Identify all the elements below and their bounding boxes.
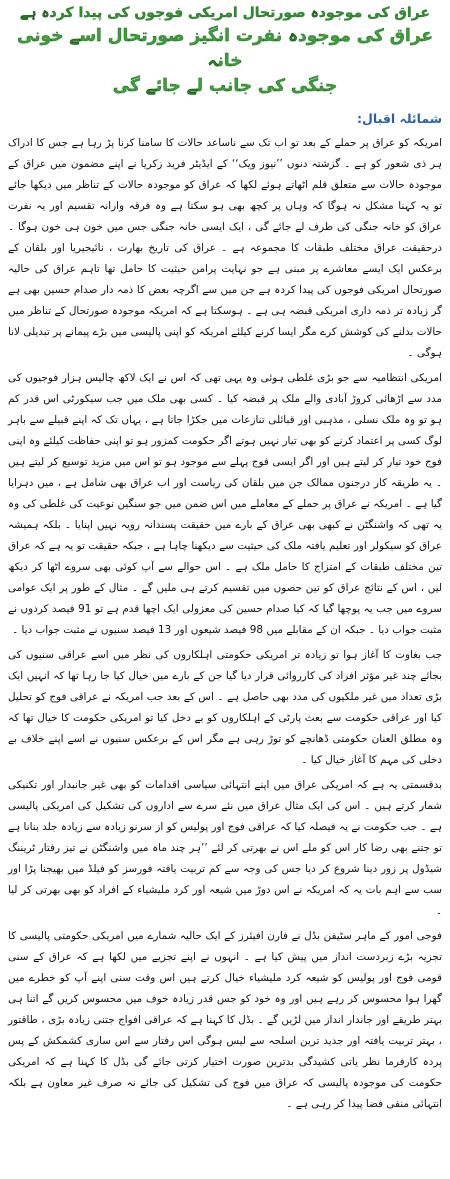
- article-paragraph-2: امریکی انتظامیہ سے جو بڑی غلطی ہوئی وہ یہی تھی کہ اس نے ایک لاکھ چالیس ہزار فوجیوں کی مدد سے اڑھائی کروڑ آبادی والے ملک پر قبضہ کیا ۔ کسی بھی ملک میں جب سیکورٹی اس قدر کم ہو تو وہ ملک نسلی ، مذہبی اور قبائلی تنازعات میں جکڑا جاتا ہے ، یہاں تک کہ اپنے قبیلے سے باہر لوگ کسی پر اعتماد کرنے کو بھی تیار نہیں ہوتے اگر حکومت کمزور ہو تو اپنی حفاظت کیلئے وہ اپنی فوج خود تیار کر لیتے ہیں اور اگر ایسی فوج پہلے سے موجود ہو تو اس میں مزید توسیع کر لیتے ہیں ۔ یہ طریقہ کار درجنوں ممالک جن میں بلقان کی ریاست اور اب عراق بھی شامل ہے ، میں دہرایا گیا ہے ۔ امریکہ نے عراق پر حملے کے معاملے میں اس ضمن میں جو سنگین نوعیت کی غلطی کی وہ یہ تھی کہ واشنگٹن نے کبھی بھی عراق کے بارے میں حقیقت پسندانہ رویہ نہیں اپنایا ۔ بلکہ ہمیشہ عراق کو سیکولر اور تعلیم یافتہ ملک کی حیثیت سے دیکھنا چاہا ہے ، جبکہ حقیقت تو یہ ہے کہ عراق تین مختلف طبقات کے امتزاج کا حامل ملک ہے ۔ اس حوالے سے آپ کوئی بھی سروے اٹھا کر دیکھ لیں ، اس کے نتائج عراق کو تین حصوں میں تقسیم کرتے ہی ملیں گے ۔ مثال کے طور پر ایک عوامی سروے میں جب یہ پوچھا گیا کہ کیا صدام حسین کی معزولی ایک اچھا قدم ہے تو 91 فیصد کردوں نے مثبت جواب دیا ۔ جبکہ ان کے مقابلے میں 98 فیصد شیعوں اور 13 فیصد سنیوں نے مثبت جواب دیا ۔: [8, 372, 442, 636]
- headline-line-1: عراق کی موجودہ صورتحال امریکی فوجوں کی پیدا کردہ ہے: [20, 5, 430, 21]
- article-paragraph-5: فوجی امور کے ماہر سٹیفن بڈل نے فارن افیئرز کے ایک حالیہ شمارے میں امریکی حکومتی پالیسی کا تجزیہ بڑے زبردست انداز میں پیش کیا ہے ۔ انہوں نے اپنے تجزیے میں لکھا ہے کہ عراق کے سنی قومی فوج اور پولیس کو شیعہ کرد ملیشیاء خیال کرتے ہیں اس وقت سنی اپنے آپ کو خطرے میں گھرا ہوا محسوس کر رہے ہیں اور وہ خود کو جس قدر زیادہ خوف میں محسوس کریں گے اتنا ہی بہتر طریقے اور جاندار انداز میں لڑیں گے ۔ بڈل کا کہنا ہے کہ عراقی افواج جتنی زیادہ بڑی ، طاقتور ، بہتر تربیت یافتہ اور جدید ترین اسلحہ سے لیس ہوگی اس رفتار سے اس ساری کشمکش کے پس پردہ کارفرما نظر یاتی کشیدگی بدترین صورت اختیار کرتی جائے گی بڈل کا کہنا ہے کہ امریکی حکومت کی موجودہ پالیسی کہ عراق میں فوج کی تشکیل کی جائے نہ صرف غیر معاون ہے بلکہ انتہائی منفی فضا پیدا کر رہی ہے ۔: [8, 930, 442, 1110]
- author-byline: شمائلہ اقبال:: [357, 111, 442, 126]
- headline-line-3: جنگی کی جانب لے جائے گی: [112, 76, 338, 96]
- headline-line-2: عراق کی موجودہ نفرت انگیز صورتحال اسے خونی خانہ: [16, 26, 434, 71]
- article-paragraph-4: بدقسمتی یہ ہے کہ امریکی عراق میں اپنے انتہائی سیاسی اقدامات کو بھی غیر جانبدار اور تکنیکی شمار کرتے ہیں ۔ اس کی ایک مثال عراق میں نئے سرے سے اداروں کی تشکیل کی امریکی پالیسی ہے ۔ جب حکومت نے یہ فیصلہ کیا کہ عراقی فوج اور پولیس کو از سرنو زیادہ سے زیادہ جلد بنانا ہے تو جتنے بھی رضا کار اس کو ملے اس نے بھرتی کر لئے ’’ہر چند ماہ میں واشنگٹن نے تیز رفتار ٹریننگ شیڈول پر زور دینا شروع کر دیا جس کی وجہ سے کم تربیت یافتہ فورسز کو فیلڈ میں بھیجنا پڑا اور سب سے اہم بات یہ کہ امریکہ نے اس دوڑ میں شیعہ اور کرد ملیشیاء کے افراد کو بھی بھرتی کر لیا ۔: [8, 779, 442, 917]
- article-paragraph-3: جب بغاوت کا آغاز ہوا تو زیادہ تر امریکی حکومتی اہلکاروں کی نظر میں اسے عراقی سنیوں کی بجائے چند غیر مؤثر افراد کی کارروائی قرار دیا گیا جن کے بارے میں خیال کیا جا رہا تھا کہ انہیں ایک بڑی تعداد میں غیر ملکیوں کی مدد بھی حاصل ہے ۔ اس کے بعد جب امریکہ نے عراقی فوج کو تحلیل کیا اور عراقی حکومت سے بعث پارٹی کے اہلکاروں کو بے دخل کیا تو امریکی حکومت کا خیال تھا کہ وہ مطلق العنان حکومتی ڈھانچے کو توڑ رہی ہے مگر اس کے برعکس سنیوں نے اسے اپنے خلاف بے دخلی کی مہم کا آغاز خیال کیا ۔: [8, 649, 442, 766]
- article-paragraph-1: امریکہ کو عراق پر حملے کے بعد تو اب تک سے ناساعد حالات کا سامنا کرنا پڑ رہا ہے جس کا ادراک ہر ذی شعور کو ہے ۔ گزشتہ دنوں ’’نیوز ویک‘‘ کے ایڈیٹر فرید زکریا نے اپنے مضمون میں عراق کے موجودہ حالات سے متعلق قلم اٹھاتے ہوئے لکھا کہ عراق کو موجودہ حالات کے تناظر میں دیکھا جائے تو یہ کہنا مشکل نہ ہوگا کہ وہاں پر کچھ بھی ہو سکتا ہے وہ فرقہ وارانہ تقسیم اور یہ نفرت عراق کو خانہ جنگی کی طرف لے جائے گی ، ایک ایسی خانہ جنگی جس میں خون ہی خون ہوگا ۔ درحقیقت عراق مختلف طبقات کا مجموعہ ہے ۔ عراق کی تاریخ بھارت ، نائیجیریا اور بلقان کے برعکس ایک ایسے معاشرے پر مبنی ہے جو نہایت پرامن حیثیت کا حامل تھا تاہم عراق کی حالیہ صورتحال امریکی فوجوں کی پیدا کردہ ہے جن میں سے اگرچہ بعض کا ذمہ دار صدام حسین بھی ہے گر زیادہ تر ذمہ داری امریکی قبضہ ہی ہے ۔ ہوسکتا ہے کہ امریکہ موجودہ صورتحال کے تناظر میں حالات بدلنے کی کوشش کرے مگر ایسا کرنے کیلئے امریکہ کو اپنی پالیسی میں بڑے پیمانے پر تبدیلی لانا ہوگی ۔: [8, 137, 442, 359]
